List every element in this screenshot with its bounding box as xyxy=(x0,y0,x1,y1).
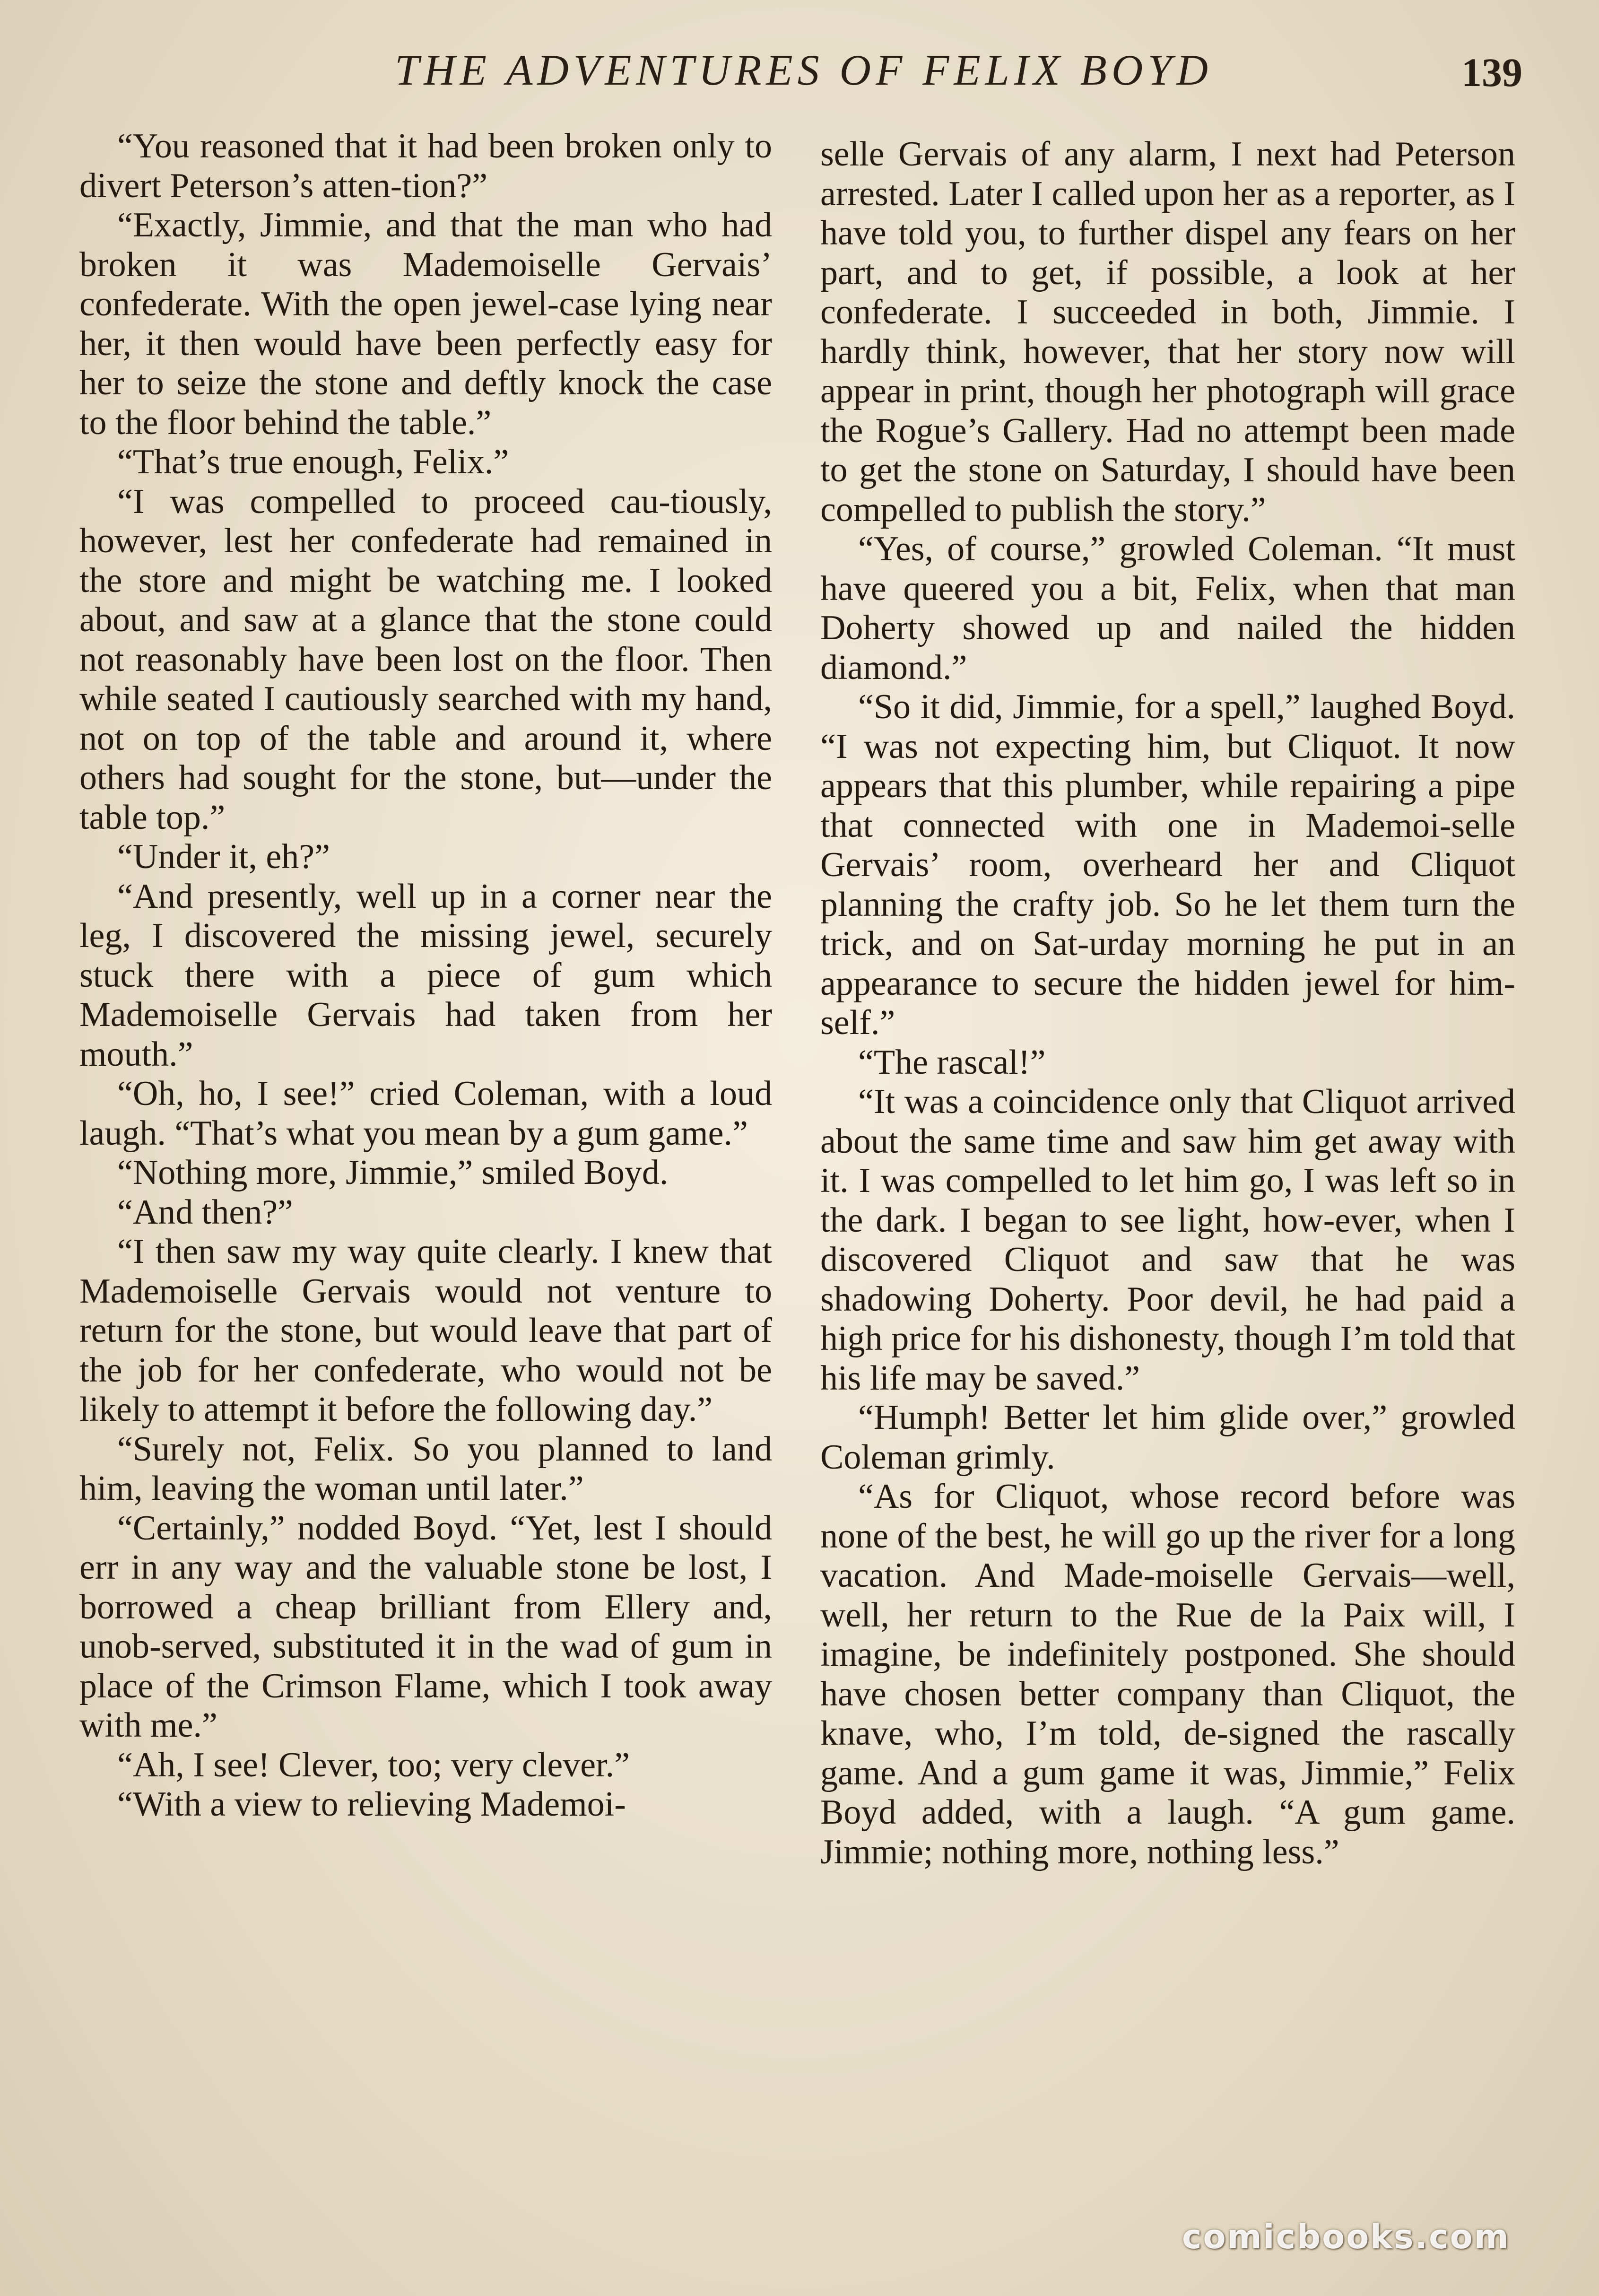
paragraph: “As for Cliquot, whose record before was none of the best, he will go up the river for a long vacation. And Made-moiselle Gervais—well, well, her return to the Rue de la Paix will, I imagine, be indefinitely postponed. She should have chosen better company than Cliquot, the knave, who, I’m told, de-signed the rascally game. And a gum game it was, Jimmie,” Felix Boyd added, with a laugh. “A gum game. Jimmie; nothing more, nothing less.” xyxy=(820,1477,1515,1871)
paragraph: “Under it, eh?” xyxy=(117,837,330,876)
paragraph: “Yes, of course,” growled Coleman. “It must have queered you a bit, Felix, when that man Doherty showed up and nailed the hidden diamond.” xyxy=(820,530,1515,687)
paragraph: “You reasoned that it had been broken only to divert Peterson’s atten-tion?” xyxy=(79,127,772,205)
paragraph: “Humph! Better let him glide over,” growled Coleman grimly. xyxy=(820,1398,1515,1477)
paragraph: “Surely not, Felix. So you planned to land him, leaving the woman until later.” xyxy=(79,1429,772,1508)
paragraph: “I was compelled to proceed cau-tiously, however, lest her confederate had remained in the store and might be watching me. I looked about, and saw at a glance that the stone could not reasonably have been lost on the floor. Then while seated I cautiously searched with my hand, not on top of the table and around it, where others had sought for the stone, but—under the table top.” xyxy=(79,482,772,837)
page-header xyxy=(0,45,1599,111)
page-number: 139 xyxy=(1461,50,1522,95)
left-column xyxy=(79,127,772,1825)
paragraph: “And presently, well up in a corner near the leg, I discovered the missing jewel, securely stuck there with a piece of gum which Mademoiselle Gervais had taken from her mouth.” xyxy=(79,877,772,1074)
right-column xyxy=(820,135,1515,1872)
paragraph: “Nothing more, Jimmie,” smiled Boyd. xyxy=(117,1153,669,1192)
running-head: THE ADVENTURES OF FELIX BOYD xyxy=(395,46,1213,94)
paragraph: “Oh, ho, I see!” cried Coleman, with a loud laugh. “That’s what you mean by a gum game.” xyxy=(79,1074,772,1153)
paragraph: “So it did, Jimmie, for a spell,” laughed Boyd. “I was not expecting him, but Cliquot. It now appears that this plumber, while repairing a pipe that connected with one in Mademoi-selle Gervais’ room, overheard her and Cliquot planning the crafty job. So he let them turn the trick, and on Sat-urday morning he put in an appearance to secure the hidden jewel for him-self.” xyxy=(820,687,1515,1042)
paragraph: “I then saw my way quite clearly. I knew that Mademoiselle Gervais would not venture to return for the stone, but would leave that part of the job for her confederate, who would not be likely to attempt it before the following day.” xyxy=(79,1232,772,1429)
paragraph: “Certainly,” nodded Boyd. “Yet, lest I should err in any way and the valuable stone be lost, I borrowed a cheap brilliant from Ellery and, unob-served, substituted it in the wad of gum in place of the Crimson Flame, which I took away with me.” xyxy=(79,1508,772,1745)
paragraph: “That’s true enough, Felix.” xyxy=(117,443,509,481)
paragraph: “Ah, I see! Clever, too; very clever.” xyxy=(117,1745,630,1784)
paragraph: “It was a coincidence only that Cliquot arrived about the same time and saw him get away with it. I was compelled to let him go, I was left so in the dark. I began to see light, how-ever, when I discovered Cliquot and saw that he was shadowing Doherty. Poor devil, he had paid a high price for his dishonesty, though I’m told that his life may be saved.” xyxy=(820,1082,1515,1398)
paragraph: “The rascal!” xyxy=(858,1043,1046,1082)
paragraph: “Exactly, Jimmie, and that the man who had broken it was Mademoiselle Gervais’ confederate. With the open jewel-case lying near her, it then would have been perfectly easy for her to seize the stone and deftly knock the case to the floor behind the table.” xyxy=(79,206,772,442)
watermark: comicbooks.com xyxy=(1182,2218,1510,2256)
paragraph: “And then?” xyxy=(117,1192,293,1232)
paragraph: “With a view to relieving Mademoi- xyxy=(117,1785,626,1824)
paragraph-continued: selle Gervais of any alarm, I next had Peterson arrested. Later I called upon her as a reporter, as I have told you, to further dispel any fears on her part, and to get, if possible, a look at her confederate. I succeeded in both, Jimmie. I hardly think, however, that her story now will appear in print, though her photograph will grace the Rogue’s Gallery. Had no attempt been made to get the stone on Saturday, I should have been compelled to publish the story.” xyxy=(820,135,1515,529)
